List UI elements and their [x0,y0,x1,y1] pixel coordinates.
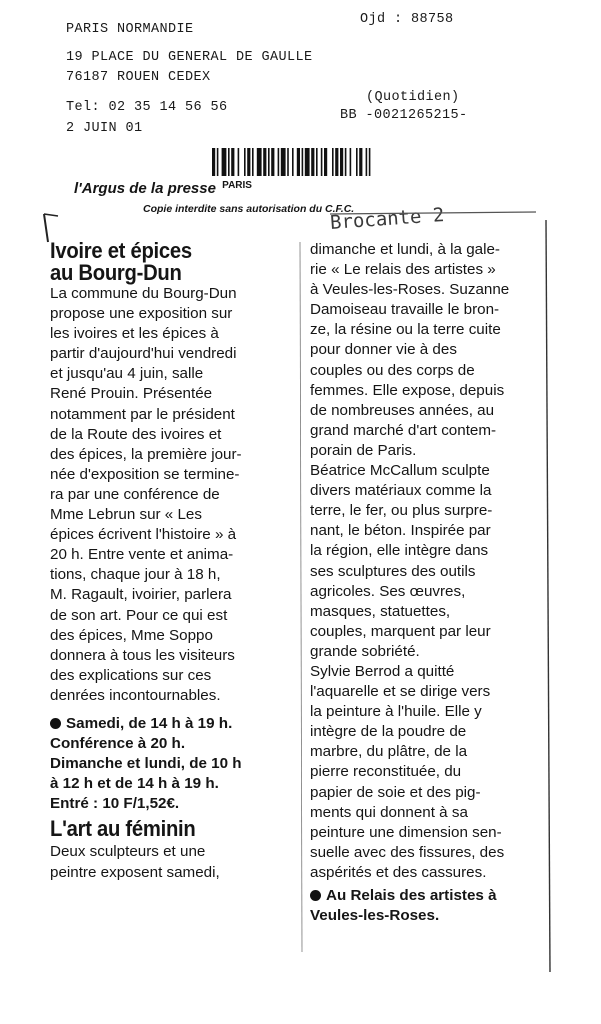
body-line: tions, chaque jour à 18 h, [50,566,221,584]
body-line: pierre reconstituée, du [310,763,462,781]
body-line: papier de soie et des pig- [310,783,481,801]
body-line: aspérités et des cassures. [310,863,487,881]
body-line: partir d'aujourd'hui vendredi [50,345,237,363]
copy-notice: Copie interdite sans autorisation du C.F.C. [143,203,355,215]
body-line: épices écrivent l'histoire » à [50,526,237,544]
article2-info [310,886,550,926]
body-line: et jusqu'au 4 juin, salle [50,365,204,383]
body-line: des explications sur ces [50,666,212,684]
barcode-icon [212,148,440,176]
body-line: masques, statuettes, [310,602,451,620]
publisher-name: PARIS NORMANDIE [66,22,194,37]
article-column-right [310,240,550,926]
article1-body [50,284,300,706]
body-line: l'aquarelle et se dirige vers [310,683,491,701]
body-line: des épices, Mme Soppo [50,626,213,644]
info-line: Conférence à 20 h. [50,735,186,753]
body-line: donnera à tous les visiteurs [50,646,235,664]
body-line: nant, le béton. Inspirée par [310,522,491,540]
info-line: Veules-les-Roses. [310,907,440,925]
publication-date: 2 JUIN 01 [66,121,143,136]
body-line: intègre de la poudre de [310,723,467,741]
body-line: marbre, du plâtre, de la [310,743,468,761]
body-line: de la Route des ivoires et [50,425,222,443]
body-line: dimanche et lundi, à la gale- [310,241,500,258]
body-line: Deux sculpteurs et une [50,843,206,861]
body-line: ze, la résine ou la terre cuite [310,321,501,339]
body-line: ments qui donnent à sa [310,803,468,821]
body-line: notamment par le président [50,405,235,423]
body-line: les ivoires et les épices à [50,325,219,343]
body-line: la région, elle intègre dans [310,542,489,560]
article-column-left [50,240,300,883]
article2-headline: L'art au féminin [50,816,196,842]
info-text: Au Relais des artistes à [326,887,497,904]
article2-body-left [50,842,300,882]
body-line: à Veules-les-Roses. Suzanne [310,281,510,299]
body-line: René Prouin. Présentée [50,385,213,403]
phone-number: Tel: 02 35 14 56 56 [66,100,228,115]
info-line: Dimanche et lundi, de 10 h [50,755,242,773]
body-line: Damoiseau travaille le bron- [310,301,500,319]
body-line: peintre exposent samedi, [50,863,220,881]
body-line: grande sobriété. [310,642,420,660]
body-line: La commune du Bourg-Dun [50,285,237,302]
bullet-icon [50,718,61,729]
body-line: ses sculptures des outils [310,562,476,580]
reference-number: BB -0021265215- [340,108,468,123]
info-line [50,714,300,734]
frequency-label: (Quotidien) [366,90,460,105]
body-line: M. Ragault, ivoirier, parlera [50,586,232,604]
argus-city: PARIS [222,180,252,191]
body-line: Béatrice McCallum sculpte [310,462,490,480]
body-line: femmes. Elle expose, depuis [310,381,505,399]
body-line: pour donner vie à des [310,341,457,359]
info-line: Entré : 10 F/1,52€. [50,795,180,813]
body-line: Mme Lebrun sur « Les [50,506,202,524]
handwritten-note: Brocante 2 [329,204,446,234]
article2-body-right [310,240,550,883]
headline-line: au Bourg-Dun [50,260,182,285]
article1-headline [50,240,280,284]
info-line [310,886,550,906]
article1-info [50,714,300,814]
body-line: grand marché d'art contem- [310,421,497,439]
address-line-2: 76187 ROUEN CEDEX [66,70,211,85]
body-line: peinture une dimension sen- [310,823,502,841]
body-line: des épices, la première jour- [50,445,242,463]
body-line: agricoles. Ses œuvres, [310,582,466,600]
body-line: de son art. Pour ce qui est [50,606,228,624]
body-line: Sylvie Berrod a quitté [310,662,455,680]
address-line-1: 19 PLACE DU GENERAL DE GAULLE [66,50,313,65]
body-line: suelle avec des fissures, des [310,843,505,861]
bullet-icon [310,890,321,901]
ojd-number: Ojd : 88758 [360,12,454,27]
body-line: la peinture à l'huile. Elle y [310,703,482,721]
argus-logo [74,180,404,200]
body-line: de nombreuses années, au [310,401,495,419]
argus-brand: l'Argus de la presse [74,180,216,197]
body-line: ra par une conférence de [50,485,220,503]
headline-line: Ivoire et épices [50,238,192,263]
body-line: propose une exposition sur [50,305,233,323]
info-text: Samedi, de 14 h à 19 h. [66,714,233,732]
info-line: à 12 h et de 14 h à 19 h. [50,775,219,793]
body-line: porain de Paris. [310,441,417,459]
body-line: couples ou des corps de [310,361,475,379]
body-line: 20 h. Entre vente et anima- [50,546,234,564]
body-line: rie « Le relais des artistes » [310,261,496,279]
body-line: née d'exposition se termine- [50,465,240,483]
body-line: denrées incontournables. [50,686,221,704]
body-line: couples, marquent par leur [310,622,491,640]
body-line: divers matériaux comme la [310,482,492,500]
body-line: terre, le fer, ou plus surpre- [310,502,493,520]
